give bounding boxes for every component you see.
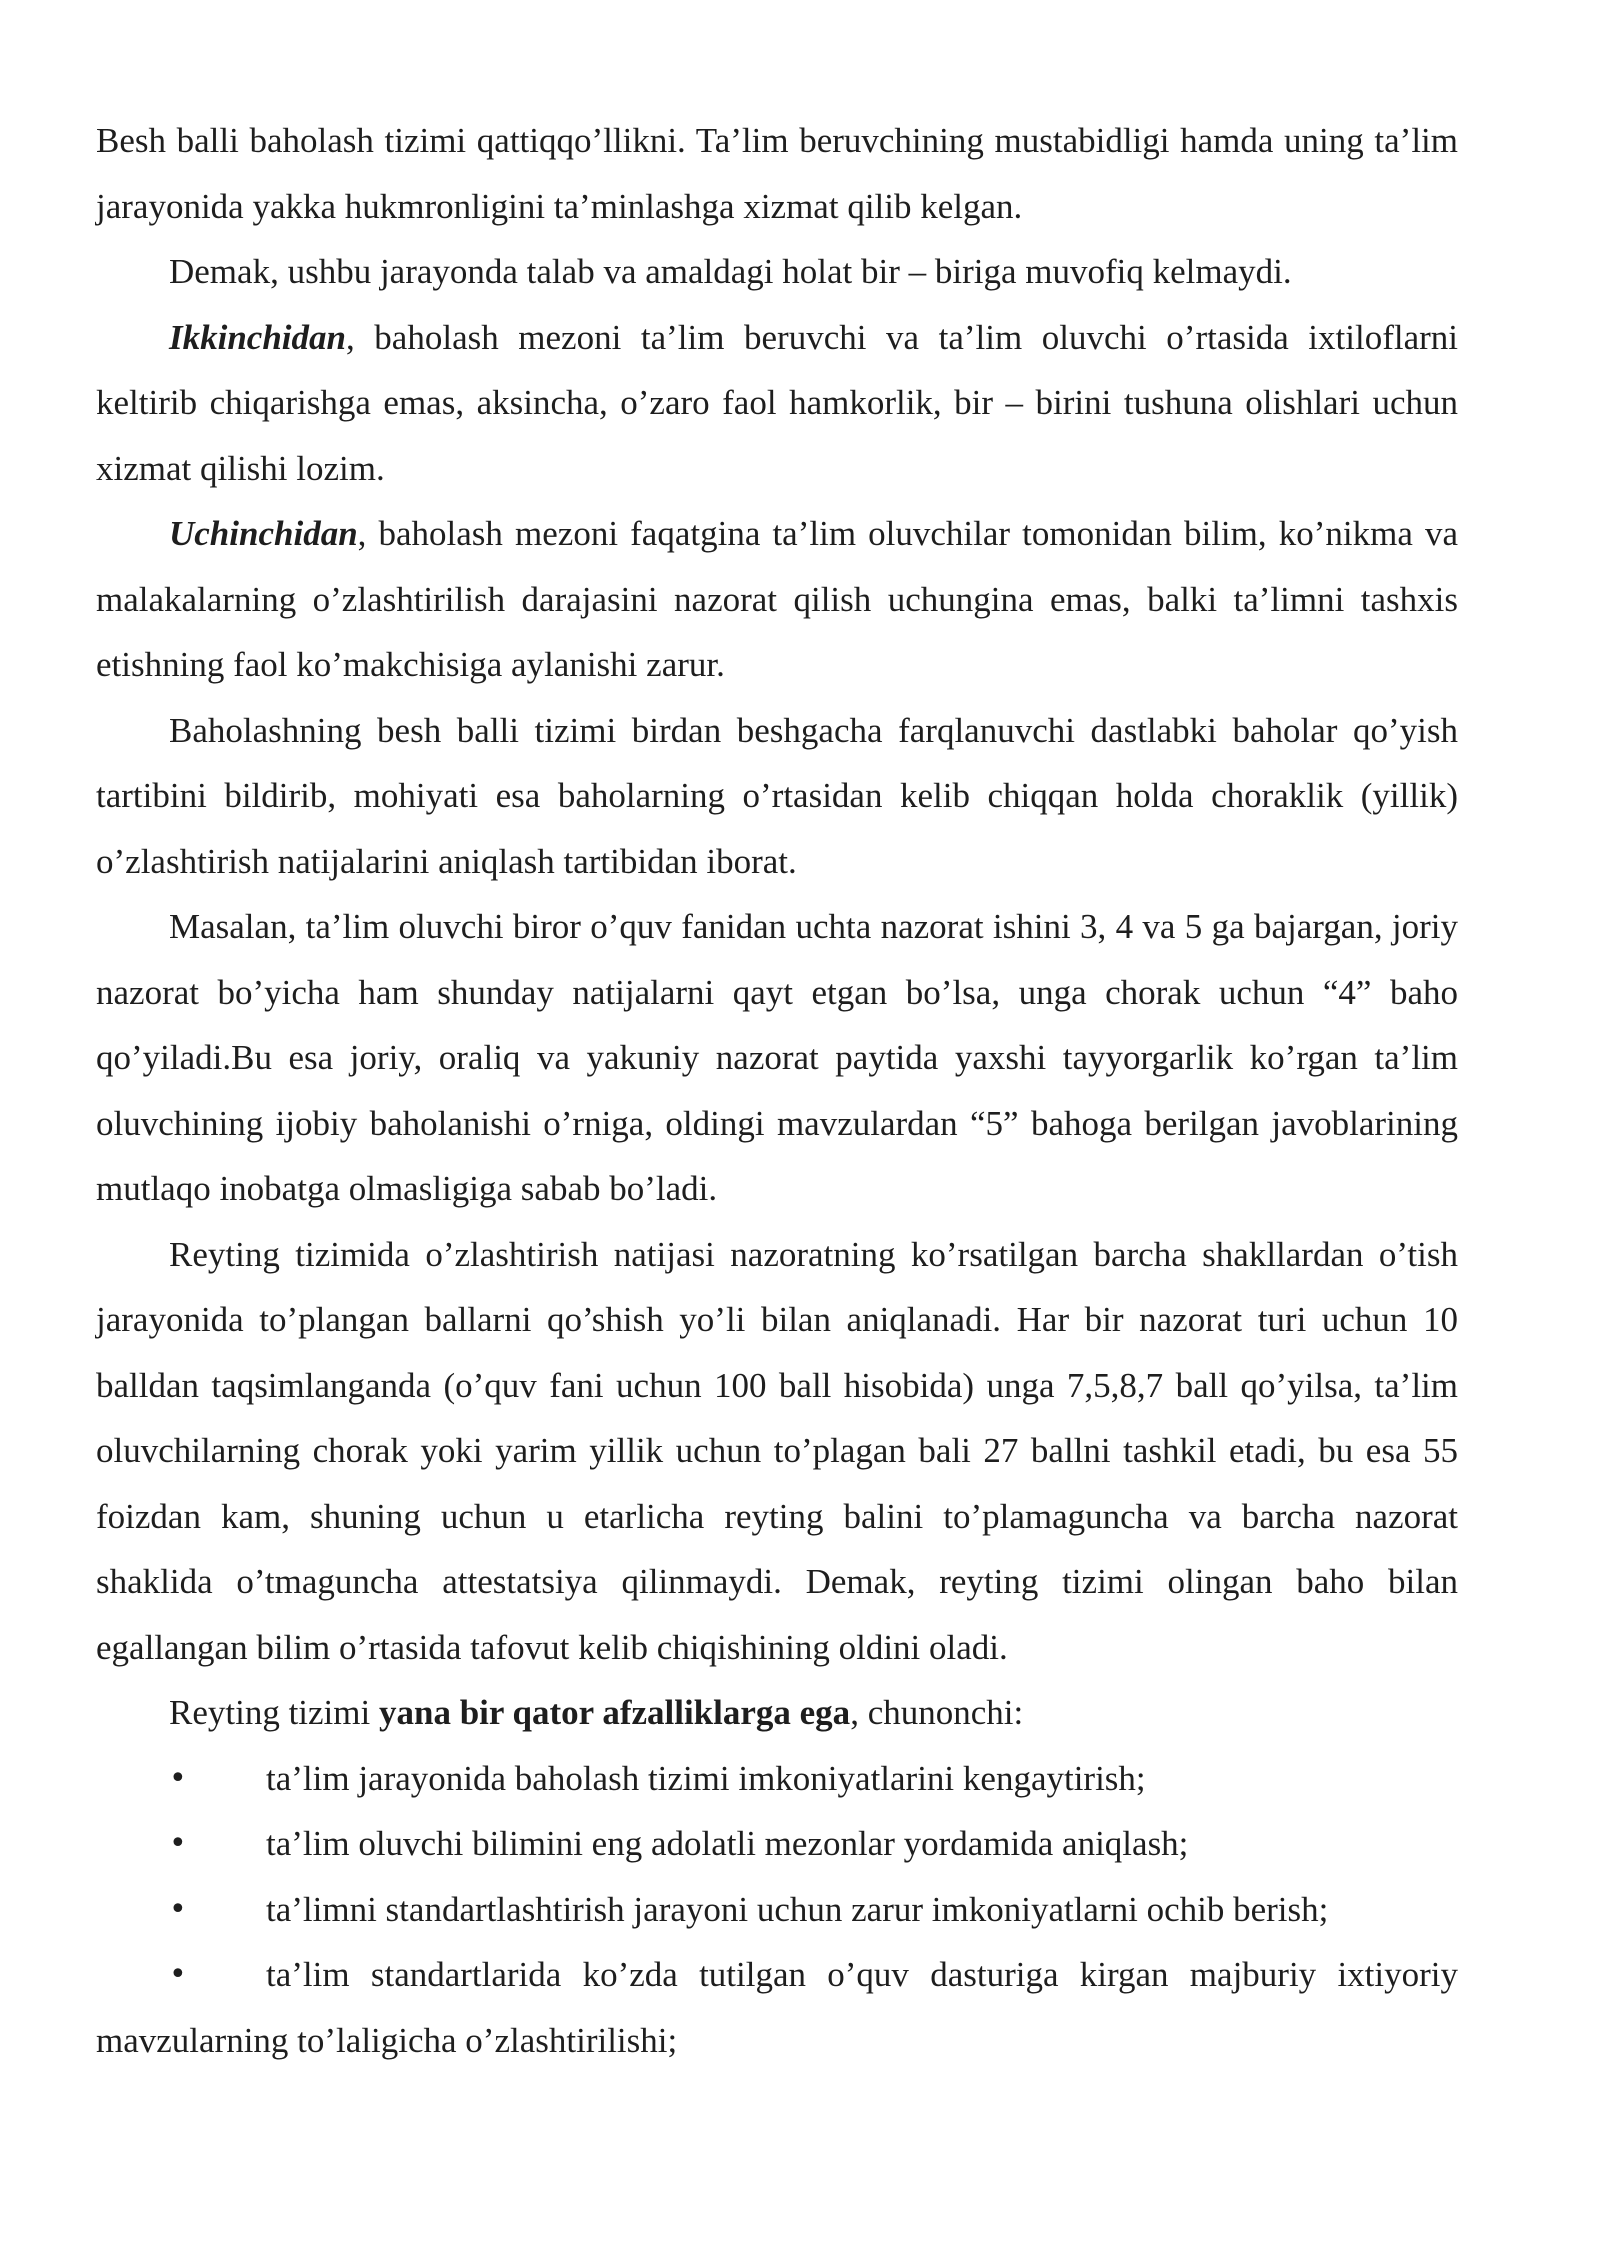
bullet-text: ta’lim jarayonida baholash tizimi imkoniyatlarini kengaytirish; — [266, 1758, 1146, 1798]
paragraph-start-reyting: Reyting tizimi — [169, 1693, 379, 1732]
bullet-icon: • — [169, 1760, 187, 1796]
paragraph-text-uchinchidan: , baholash mezoni faqatgina ta’lim oluvchilar tomonidan bilim, ko’nikma va malakalarning o’zlashtirilish darajasini nazorat qilish uchungina emas, balki ta’limni tashxis etishning faol ko’makchisiga aylanishi zarur. — [96, 514, 1458, 684]
paragraph-end-chunonchi: , chunonchi: — [850, 1693, 1024, 1732]
bullet-icon: • — [169, 1826, 187, 1861]
paragraph-reyting-tizimida: Reyting tizimida o’zlashtirish natijasi nazoratning ko’rsatilgan barcha shakllardan o’tish jarayonida to’plangan ballarni qo’shish yo’li bilan aniqlanadi. Har bir nazorat turi uchun 10 balldan taqsimlanganda (o’quv fani uchun 100 ball hisobida) unga 7,5,8,7 ball qo’yilsa, ta’lim oluvchilarning chorak yoki yarim yillik uchun to’plagan bali 27 ballni tashkil etadi, bu esa 55 foizdan kam, shuning uchun u etarlicha reyting balini to’plamaguncha va barcha nazorat shaklida o’tmaguncha attestatsiya qilinmaydi. Demak, reyting tizimi olingan baho bilan egallangan bilim o’rtasida tafovut kelib chiqishining oldini oladi. — [96, 1234, 1458, 1667]
bullet-text: ta’limni standartlashtirish jarayoni uchun zarur imkoniyatlarni ochib berish; — [266, 1889, 1329, 1929]
document-page — [96, 108, 1458, 2073]
paragraph-bold-afzalliklar: yana bir qator afzalliklarga ega — [378, 1693, 851, 1732]
paragraph-text-ikkinchidan: , baholash mezoni ta’lim beruvchi va ta’lim oluvchi o’rtasida ixtiloflarni keltirib chiqarishga emas, aksincha, o’zaro faol hamkorlik, bir – birini tushuna olishlari uchun xizmat qilishi lozim. — [96, 317, 1458, 488]
bullet-item — [96, 1942, 1458, 2073]
bullet-icon: • — [169, 1891, 187, 1927]
bullet-icon: • — [169, 1957, 187, 1992]
paragraph-masalan: Masalan, ta’lim oluvchi biror o’quv fanidan uchta nazorat ishini 3, 4 va 5 ga bajargan, joriy nazorat bo’yicha ham shunday natijalarni qayt etgan bo’lsa, unga chorak uchun “4” baho qo’yiladi.Bu esa joriy, oraliq va yakuniy nazorat paytida yaxshi tayyorgarlik ko’rgan ta’lim oluvchining ijobiy baholanishi o’rniga, oldingi mavzulardan “5” bahoga berilgan javoblarining mutlaqo inobatga olmasligiga sabab bo’ladi. — [96, 907, 1458, 1208]
paragraph-lead-ikkinchidan: Ikkinchidan — [169, 317, 346, 357]
bullet-text: ta’lim oluvchi bilimini eng adolatli mezonlar yordamida aniqlash; — [266, 1824, 1189, 1863]
paragraph-demak: Demak, ushbu jarayonda talab va amaldagi holat bir – biriga muvofiq kelmaydi. — [169, 252, 1292, 291]
paragraph-uchinchidan — [96, 501, 1458, 698]
paragraph-lead-uchinchidan: Uchinchidan — [169, 514, 358, 553]
bullet-list — [96, 1746, 1458, 2074]
bullet-item — [96, 1811, 1458, 1877]
paragraph-besh-balli: Besh balli baholash tizimi qattiqqo’llikni. Ta’lim beruvchining mustabidligi hamda uning ta’lim jarayonida yakka hukmronligini ta’minlashga xizmat qilib kelgan. — [96, 121, 1458, 226]
paragraph-reyting-afzalliklari — [96, 1680, 1458, 1746]
bullet-item — [96, 1746, 1458, 1812]
bullet-text: ta’lim standartlarida ko’zda tutilgan o’quv dasturiga kirgan majburiy ixtiyoriy mavzularning to’laligicha o’zlashtirilishi; — [96, 1955, 1458, 2060]
bullet-item — [96, 1877, 1458, 1943]
paragraph-ikkinchidan — [96, 305, 1458, 502]
paragraph-baholashning: Baholashning besh balli tizimi birdan beshgacha farqlanuvchi dastlabki baholar qo’yish tartibini bildirib, mohiyati esa baholarning o’rtasidan kelib chiqqan holda choraklik (yillik) o’zlashtirish natijalarini aniqlash tartibidan iborat. — [96, 710, 1458, 881]
